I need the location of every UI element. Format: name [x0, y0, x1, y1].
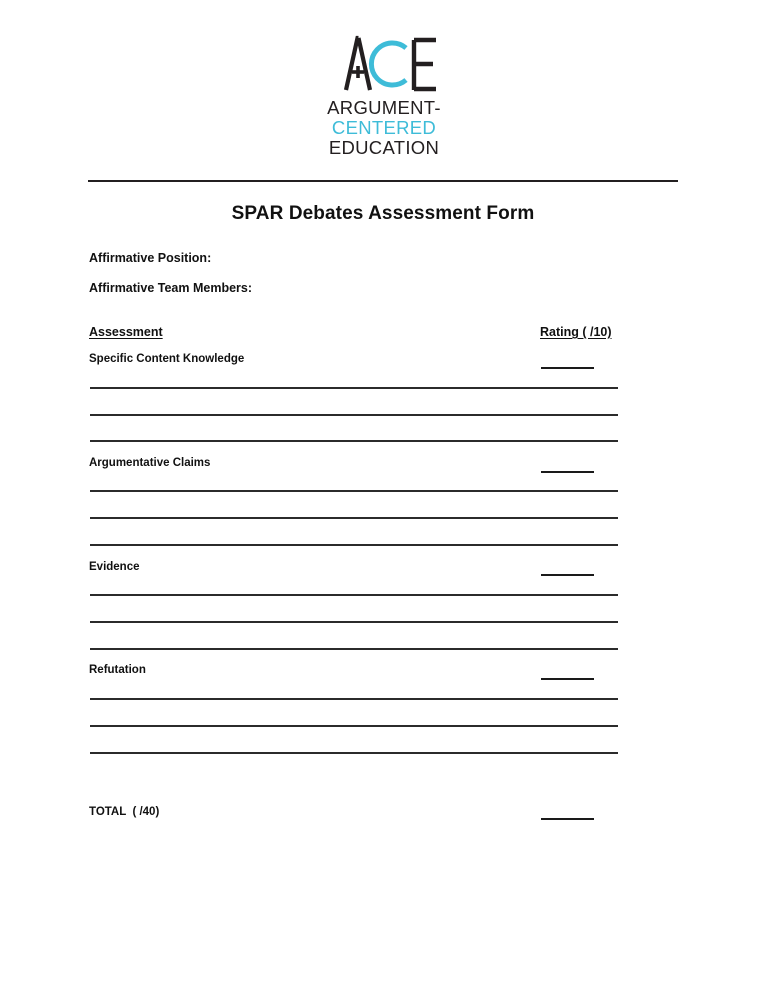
wordmark-line-argument: ARGUMENT-	[327, 97, 441, 118]
comment-line[interactable]	[90, 648, 618, 650]
column-header-assessment: Assessment	[89, 325, 163, 339]
comment-line[interactable]	[90, 414, 618, 416]
ace-monogram-icon	[328, 34, 440, 92]
wordmark-line-centered: CENTERED	[331, 116, 437, 138]
criterion-label-evidence: Evidence	[89, 561, 140, 573]
rating-blank-argumentative-claims[interactable]	[541, 471, 594, 473]
comment-line[interactable]	[90, 621, 618, 623]
comment-line[interactable]	[90, 387, 618, 389]
ace-logo	[0, 34, 768, 158]
wordmark-line-education: EDUCATION	[328, 136, 440, 158]
criterion-label-refutation: Refutation	[89, 664, 146, 676]
rating-blank-specific-content-knowledge[interactable]	[541, 367, 594, 369]
criterion-label-argumentative-claims: Argumentative Claims	[89, 457, 211, 469]
affirmative-position-label: Affirmative Position:	[89, 251, 212, 265]
criterion-label-specific-content-knowledge: Specific Content Knowledge	[89, 353, 245, 365]
comment-line[interactable]	[90, 725, 618, 727]
comment-line[interactable]	[90, 698, 618, 700]
affirmative-team-members-label: Affirmative Team Members:	[89, 281, 253, 295]
ace-logo-wordmark	[327, 98, 441, 158]
total-label: TOTAL ( /40)	[89, 806, 160, 818]
ace-logo-mark	[328, 34, 440, 92]
comment-line[interactable]	[90, 594, 618, 596]
comment-line[interactable]	[90, 517, 618, 519]
comment-line[interactable]	[90, 440, 618, 442]
comment-line[interactable]	[90, 490, 618, 492]
header-divider	[88, 180, 678, 182]
page-title: SPAR Debates Assessment Form	[231, 203, 535, 224]
column-header-rating: Rating ( /10)	[540, 325, 612, 339]
rating-blank-evidence[interactable]	[541, 574, 594, 576]
comment-line[interactable]	[90, 544, 618, 546]
comment-line[interactable]	[90, 752, 618, 754]
rating-blank-refutation[interactable]	[541, 678, 594, 680]
total-rating-blank[interactable]	[541, 818, 594, 820]
